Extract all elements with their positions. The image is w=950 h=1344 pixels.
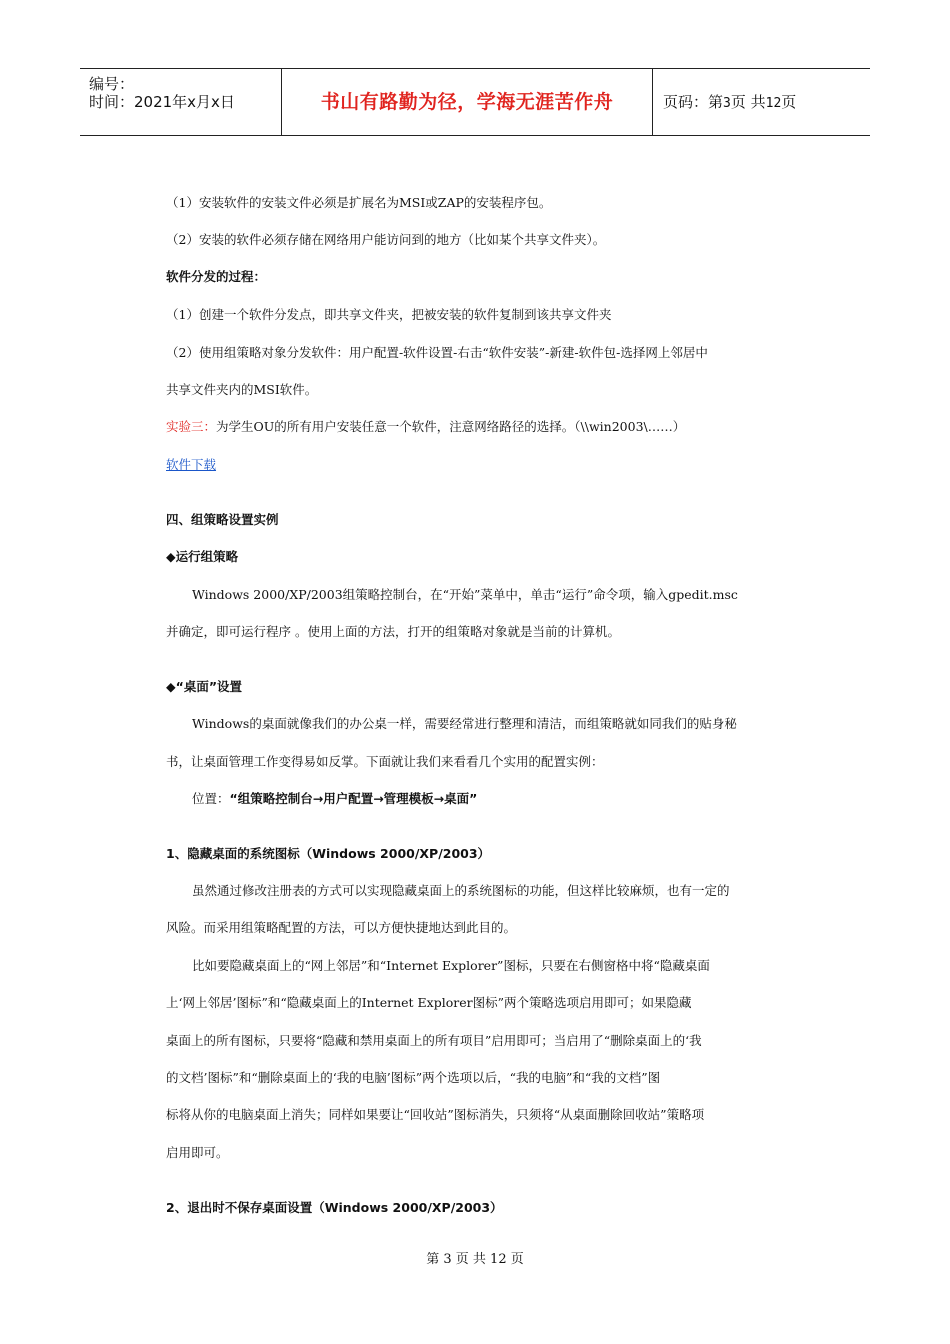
body-line: （2）安装的软件必须存储在网络用户能访问到的地方（比如某个共享文件夹）。 <box>166 232 606 247</box>
location-label: 位置： <box>192 791 230 806</box>
header-info-cell <box>80 69 281 135</box>
body-line: 标将从你的电脑桌面上消失；同样如果要让“回收站”图标消失，只须将“从桌面删除回收站”策略项 <box>166 1107 705 1122</box>
section-subheading: ◆“桌面”设置 <box>166 679 243 694</box>
experiment-line <box>166 419 685 435</box>
location-path: “组策略控制台→用户配置→管理模板→桌面” <box>229 791 478 806</box>
body-line: 的文档’图标”和“删除桌面上的‘我的电脑’图标”两个选项以后，“我的电脑”和“我的文档”图 <box>166 1070 661 1085</box>
page-prefix: 页码：第 <box>663 93 724 111</box>
section-subheading: 2、退出时不保存桌面设置（Windows 2000/XP/2003） <box>166 1200 503 1215</box>
header-page-indicator <box>653 69 870 135</box>
document-time-label: 时间：2021年x月x日 <box>89 93 235 111</box>
section-subheading: ◆运行组策略 <box>166 549 239 564</box>
section-subheading: 1、隐藏桌面的系统图标（Windows 2000/XP/2003） <box>166 846 491 861</box>
page-mid: 页 共 <box>730 93 766 111</box>
experiment-text: 为学生OU的所有用户安装任意一个软件，注意网络路径的选择。（\\win2003\……） <box>216 419 686 434</box>
experiment-label: 实验三： <box>166 419 217 434</box>
body-line: 启用即可。 <box>166 1145 229 1160</box>
body-line: （2）使用组策略对象分发软件：用户配置-软件设置-右击“软件安装”-新建-软件包-选择网上邻居中 <box>166 345 708 360</box>
software-download-link[interactable]: 软件下载 <box>166 457 217 472</box>
section-heading: 四、组策略设置实例 <box>166 512 279 527</box>
body-line: Windows 2000/XP/2003组策略控制台，在“开始”菜单中，单击“运行”命令项，输入gpedit.msc <box>192 587 738 602</box>
page-suffix: 页 <box>781 93 797 111</box>
section-subheading: 软件分发的过程： <box>166 269 267 284</box>
body-line: 并确定，即可运行程序 。使用上面的方法，打开的组策略对象就是当前的计算机。 <box>166 624 620 639</box>
body-line: 上‘网上邻居’图标”和“隐藏桌面上的Internet Explorer图标”两个策略选项启用即可；如果隐藏 <box>166 995 692 1010</box>
header-motto: 书山有路勤为径，学海无涯苦作舟 <box>281 69 653 135</box>
body-line: 共享文件夹内的MSI软件。 <box>166 382 318 397</box>
document-number-label: 编号： <box>89 75 135 93</box>
body-line: 桌面上的所有图标，只要将“隐藏和禁用桌面上的所有项目”启用即可；当启用了“删除桌面上的‘我 <box>166 1033 702 1048</box>
page-header <box>80 68 870 136</box>
body-line: 比如要隐藏桌面上的“网上邻居”和“Internet Explorer”图标，只要在右侧窗格中将“隐藏桌面 <box>192 958 710 973</box>
page-total: 12 <box>765 96 782 111</box>
body-line: 风险。而采用组策略配置的方法，可以方便快捷地达到此目的。 <box>166 920 517 935</box>
page-current: 3 <box>723 96 731 111</box>
body-line: （1）安装软件的安装文件必须是扩展名为MSI或ZAP的安装程序包。 <box>166 195 552 210</box>
body-line: 虽然通过修改注册表的方式可以实现隐藏桌面上的系统图标的功能，但这样比较麻烦，也有一定的 <box>192 883 730 898</box>
body-line: （1）创建一个软件分发点，即共享文件夹，把被安装的软件复制到该共享文件夹 <box>166 307 612 322</box>
body-line: Windows的桌面就像我们的办公桌一样，需要经常进行整理和清洁，而组策略就如同我们的贴身秘 <box>192 716 737 731</box>
page-footer: 第 3 页 共 12 页 <box>426 1252 524 1267</box>
body-line: 书，让桌面管理工作变得易如反掌。下面就让我们来看看几个实用的配置实例： <box>166 754 604 769</box>
location-line <box>192 791 477 807</box>
